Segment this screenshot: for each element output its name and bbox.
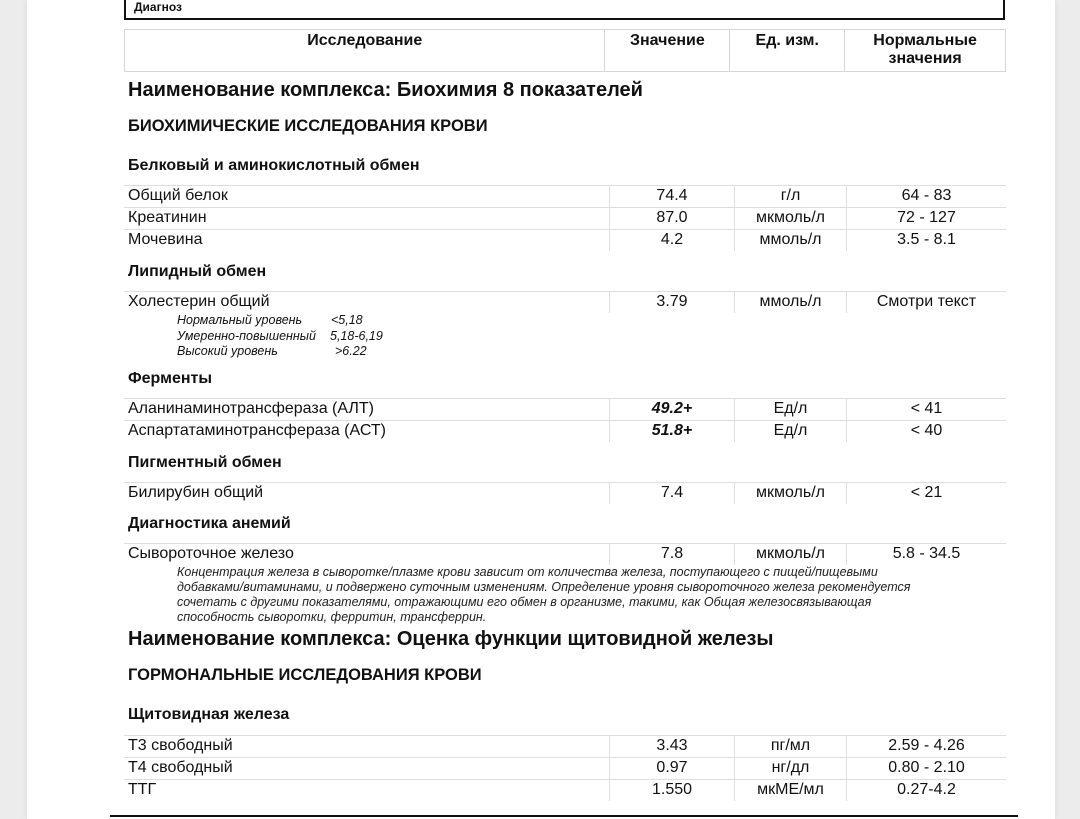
- test-unit: нг/дл: [734, 758, 846, 779]
- test-value: 3.43: [609, 736, 734, 757]
- header-test: Исследование: [125, 30, 605, 71]
- test-value: 1.550: [609, 780, 734, 801]
- test-name: Т3 свободный: [128, 737, 233, 754]
- test-name: Холестерин общий: [128, 293, 270, 310]
- test-reference: 2.59 - 4.26: [846, 736, 1006, 757]
- section-title: ГОРМОНАЛЬНЫЕ ИССЛЕДОВАНИЯ КРОВИ: [128, 666, 482, 684]
- test-name: ТТГ: [128, 781, 157, 798]
- note-line: сочетать с другими показателями, отражающими его обмен в организме, такими, как Общая железосвязывающая: [177, 595, 872, 609]
- test-reference: 72 - 127: [846, 208, 1006, 229]
- note-line: способность сыворотки, ферритин, трансферрин.: [177, 610, 487, 624]
- section-title: БИОХИМИЧЕСКИЕ ИССЛЕДОВАНИЯ КРОВИ: [128, 117, 488, 135]
- test-name: Т4 свободный: [128, 759, 233, 776]
- table-row: [124, 398, 1006, 420]
- group-title: Белковый и аминокислотный обмен: [128, 157, 420, 174]
- test-value: 7.4: [609, 483, 734, 504]
- test-value: 0.97: [609, 758, 734, 779]
- table-header: [124, 29, 1006, 72]
- test-name: Билирубин общий: [128, 484, 264, 501]
- test-name: Аспартатаминотрансфераза (АСТ): [128, 422, 386, 439]
- test-reference: 3.5 - 8.1: [846, 230, 1006, 251]
- test-name: Мочевина: [128, 231, 203, 248]
- test-unit: мкмоль/л: [734, 544, 846, 565]
- test-unit: ммоль/л: [734, 230, 846, 251]
- test-value: 74.4: [609, 186, 734, 207]
- test-reference: 64 - 83: [846, 186, 1006, 207]
- table-row: [124, 229, 1006, 251]
- table-row: [124, 482, 1006, 504]
- test-value-flagged: 49.2+: [609, 399, 734, 420]
- ref-level-value: 5,18-6,19: [330, 328, 383, 343]
- header-value: Значение: [605, 30, 730, 71]
- group-title: Ферменты: [128, 370, 213, 387]
- table-row: [124, 543, 1006, 565]
- group-title: Пигментный обмен: [128, 454, 282, 471]
- note-line: Концентрация железа в сыворотке/плазме крови зависит от количества железа, поступающего с пищей/пищевыми: [177, 565, 878, 579]
- header-reference: [845, 30, 1005, 71]
- test-unit: г/л: [734, 186, 846, 207]
- ref-level-value: <5,18: [331, 313, 363, 327]
- test-reference: Смотри текст: [846, 292, 1006, 313]
- test-name: Креатинин: [128, 209, 207, 226]
- test-unit: пг/мл: [734, 736, 846, 757]
- ref-level-label: Высокий уровень: [177, 344, 278, 358]
- test-name: Общий белок: [128, 187, 228, 204]
- test-reference: 0.27-4.2: [846, 780, 1006, 801]
- complex-title: Наименование комплекса: Оценка функции щитовидной железы: [128, 628, 774, 650]
- test-name: Сывороточное железо: [128, 545, 294, 562]
- header-unit: Ед. изм.: [730, 30, 845, 71]
- complex-title: Наименование комплекса: Биохимия 8 показателей: [128, 79, 643, 101]
- test-value: 3.79: [609, 292, 734, 313]
- test-unit: ммоль/л: [734, 292, 846, 313]
- test-value: 87.0: [609, 208, 734, 229]
- group-title: Липидный обмен: [128, 263, 267, 280]
- test-reference: 5.8 - 34.5: [846, 544, 1006, 565]
- table-row: [124, 779, 1006, 801]
- header-reference-line2: значения: [888, 50, 962, 67]
- test-value: 7.8: [609, 544, 734, 565]
- test-name: Аланинаминотрансфераза (АЛТ): [128, 400, 375, 417]
- test-unit: мкмоль/л: [734, 483, 846, 504]
- ref-level-label: Нормальный уровень: [177, 313, 303, 327]
- table-row: [124, 185, 1006, 207]
- diagnosis-label: Диагноз: [134, 0, 182, 14]
- test-reference: < 21: [846, 483, 1006, 504]
- header-reference-line1: Нормальные: [873, 32, 977, 49]
- group-title: Диагностика анемий: [128, 515, 291, 532]
- group-title: Щитовидная железа: [128, 706, 290, 723]
- test-reference: < 40: [846, 421, 1006, 442]
- test-unit: мкмоль/л: [734, 208, 846, 229]
- table-row: [124, 420, 1006, 442]
- iron-note: [177, 565, 910, 625]
- diagnosis-box: [124, 0, 1005, 20]
- test-unit: Ед/л: [734, 399, 846, 420]
- note-line: добавками/витаминами, и подвержено суточным изменениям. Определение уровня сывороточного железа рекомендуется: [177, 580, 911, 594]
- test-value: 4.2: [609, 230, 734, 251]
- test-unit: мкМЕ/мл: [734, 780, 846, 801]
- test-unit: Ед/л: [734, 421, 846, 442]
- report-page: [27, 0, 1055, 819]
- ref-level-value: >6.22: [335, 344, 367, 358]
- cholesterol-reference-levels: [177, 313, 383, 360]
- bottom-divider: [110, 815, 1018, 817]
- table-row: [124, 757, 1006, 779]
- test-reference: < 41: [846, 399, 1006, 420]
- ref-level-label: Умеренно-повышенный: [177, 328, 316, 343]
- table-row: [124, 735, 1006, 757]
- test-reference: 0.80 - 2.10: [846, 758, 1006, 779]
- test-value-flagged: 51.8+: [609, 421, 734, 442]
- table-row: [124, 207, 1006, 229]
- table-row: [124, 291, 1006, 313]
